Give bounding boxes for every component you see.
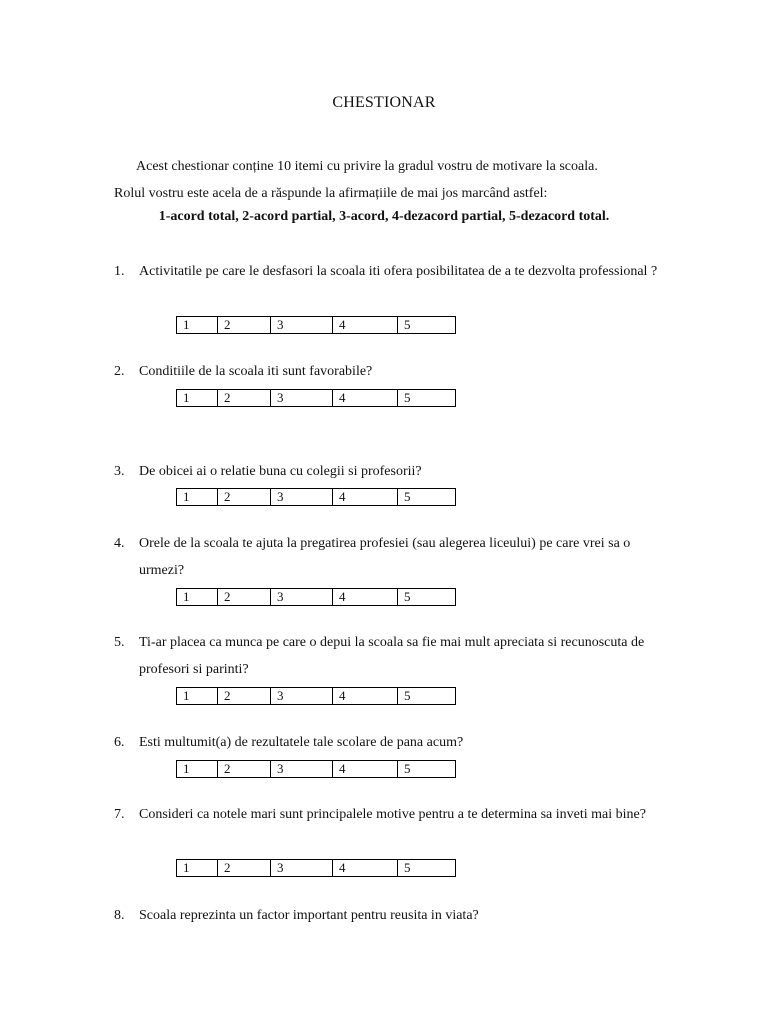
question-text: Activitatile pe care le desfasori la scoala iti ofera posibilitatea de a te dezvolta professional ? — [139, 264, 658, 279]
scale-option-1[interactable]: 1 — [177, 688, 218, 705]
question-5 — [114, 629, 658, 683]
question-text: De obicei ai o relatie buna cu colegii si profesorii? — [139, 464, 422, 479]
scale-option-2[interactable]: 2 — [218, 390, 271, 407]
scale-option-2[interactable]: 2 — [218, 489, 271, 506]
scale-option-3[interactable]: 3 — [271, 317, 333, 334]
question-number: 4. — [114, 536, 125, 551]
scale-option-5[interactable]: 5 — [398, 860, 456, 877]
scale-option-2[interactable]: 2 — [218, 761, 271, 778]
scale-option-5[interactable]: 5 — [398, 761, 456, 778]
question-6 — [114, 729, 658, 756]
scale-option-2[interactable]: 2 — [218, 317, 271, 334]
question-text: Orele de la scoala te ajuta la pregatirea profesiei (sau alegerea liceului) pe care vrei sa o urmezi? — [139, 536, 631, 578]
question-number: 8. — [114, 908, 125, 923]
scale-option-2[interactable]: 2 — [218, 860, 271, 877]
scale-option-3[interactable]: 3 — [271, 761, 333, 778]
scale-option-1[interactable]: 1 — [177, 489, 218, 506]
question-number: 5. — [114, 635, 125, 650]
question-number: 7. — [114, 807, 125, 822]
page-title: CHESTIONAR — [332, 94, 436, 111]
question-1 — [114, 258, 658, 285]
answer-scale-5 — [176, 687, 456, 705]
scale-option-1[interactable]: 1 — [177, 589, 218, 606]
answer-scale-6 — [176, 760, 456, 778]
question-number: 1. — [114, 264, 125, 279]
question-number: 2. — [114, 364, 125, 379]
scale-option-1[interactable]: 1 — [177, 390, 218, 407]
scale-option-5[interactable]: 5 — [398, 688, 456, 705]
question-number: 6. — [114, 735, 125, 750]
scale-option-4[interactable]: 4 — [333, 688, 398, 705]
question-4 — [114, 530, 658, 584]
scale-option-3[interactable]: 3 — [271, 489, 333, 506]
scale-option-5[interactable]: 5 — [398, 317, 456, 334]
question-2 — [114, 358, 658, 385]
answer-scale-4 — [176, 588, 456, 606]
intro-paragraph — [114, 153, 658, 207]
scale-option-1[interactable]: 1 — [177, 761, 218, 778]
answer-scale-1 — [176, 316, 456, 334]
scale-option-3[interactable]: 3 — [271, 860, 333, 877]
question-text: Ti-ar placea ca munca pe care o depui la scoala sa fie mai mult apreciata si recunoscuta de profesori si parinti? — [139, 635, 645, 677]
question-text: Conditiile de la scoala iti sunt favorabile? — [139, 364, 373, 379]
scale-legend: 1-acord total, 2-acord partial, 3-acord, 4-dezacord partial, 5-dezacord total. — [158, 209, 610, 224]
question-text: Scoala reprezinta un factor important pentru reusita in viata? — [139, 908, 479, 923]
scale-option-4[interactable]: 4 — [333, 390, 398, 407]
scale-option-2[interactable]: 2 — [218, 589, 271, 606]
scale-option-3[interactable]: 3 — [271, 589, 333, 606]
question-text: Esti multumit(a) de rezultatele tale scolare de pana acum? — [139, 735, 464, 750]
answer-scale-7 — [176, 859, 456, 877]
intro-line-1: Acest chestionar conține 10 itemi cu privire la gradul vostru de motivare la scoala. — [136, 159, 598, 174]
scale-option-3[interactable]: 3 — [271, 688, 333, 705]
intro-line-2: Rolul vostru este acela de a răspunde la afirmațiile de mai jos marcând astfel: — [114, 186, 548, 201]
scale-option-4[interactable]: 4 — [333, 317, 398, 334]
scale-option-2[interactable]: 2 — [218, 688, 271, 705]
scale-option-4[interactable]: 4 — [333, 589, 398, 606]
scale-option-5[interactable]: 5 — [398, 390, 456, 407]
scale-option-1[interactable]: 1 — [177, 860, 218, 877]
scale-option-4[interactable]: 4 — [333, 761, 398, 778]
scale-option-3[interactable]: 3 — [271, 390, 333, 407]
scale-option-5[interactable]: 5 — [398, 489, 456, 506]
scale-option-1[interactable]: 1 — [177, 317, 218, 334]
scale-option-4[interactable]: 4 — [333, 860, 398, 877]
question-number: 3. — [114, 464, 125, 479]
answer-scale-3 — [176, 488, 456, 506]
scale-option-5[interactable]: 5 — [398, 589, 456, 606]
question-7 — [114, 801, 658, 828]
answer-scale-2 — [176, 389, 456, 407]
question-text: Consideri ca notele mari sunt principalele motive pentru a te determina sa inveti mai bine? — [139, 807, 646, 822]
question-3 — [114, 458, 658, 485]
scale-option-4[interactable]: 4 — [333, 489, 398, 506]
question-8 — [114, 902, 658, 929]
